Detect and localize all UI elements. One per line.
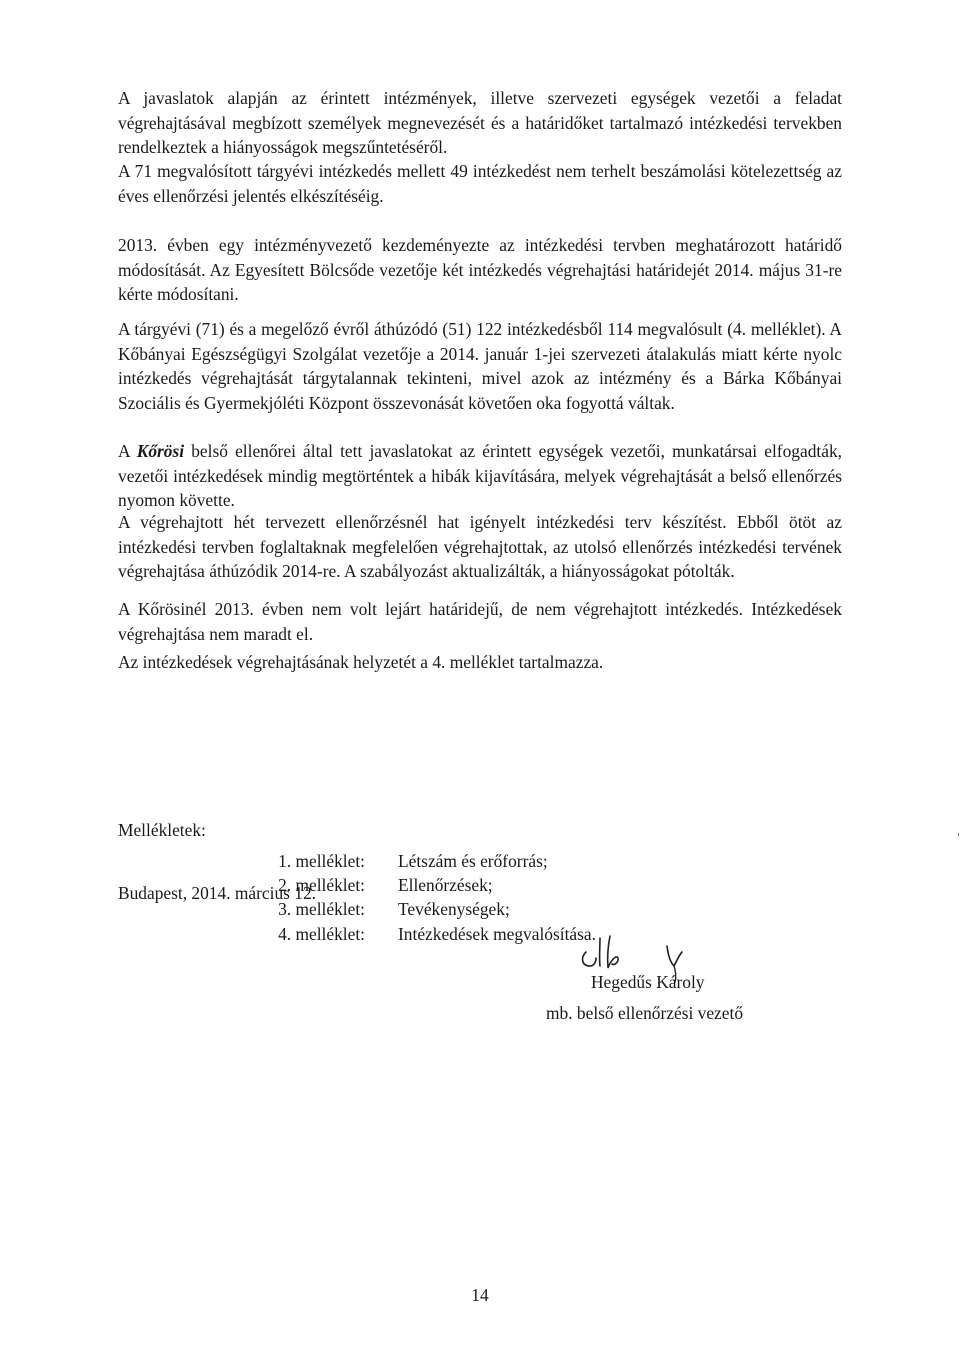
attachment-number: 1. melléklet: [278,851,365,871]
attachment-number: 3. melléklet: [278,899,365,920]
paragraph-2: A 71 megvalósított tárgyévi intézkedés mellett 49 intézkedést nem terhelt beszámolási kötelezettség az éves ellenőrzési jelentés elkészítéséig. [118,161,842,206]
attachment-description: Intézkedések megvalósítása. [398,923,596,944]
signatory-name: Hegedűs Károly [591,972,705,992]
paragraph-5 [118,439,842,513]
attachment-description: Ellenőrzések; [398,875,493,896]
paragraph-8: Az intézkedések végrehajtásának helyzetét a 4. melléklet tartalmazza. [118,652,604,672]
attachments-heading: Mellékletek: [118,820,206,840]
paragraph-5-prefix: A [118,441,137,461]
attachment-description: Tevékenységek; [398,899,510,920]
signatory-title: mb. belső ellenőrzési vezető [546,1003,744,1023]
place-and-date: Budapest, 2014. március 12. [118,883,317,903]
attachment-item [230,849,563,873]
institution-name: Kőrösi [136,441,185,461]
scan-speck [958,833,959,836]
paragraph-3: 2013. évben egy intézményvezető kezdeményezte az intézkedési tervben meghatározott határidő módosítását. Az Egyesített Bölcsőde vezetője két intézkedés végrehajtási határidejét 2014. május 31-re kérte módosítani. [118,235,842,304]
attachment-description: Létszám és erőforrás; [398,851,548,871]
paragraph-5-rest: belső ellenőrei által tett javaslatokat az érintett egységek vezetői, munkatársai elfogadták, vezetői intézkedések mindig megtörténtek a hibák kijavítására, melyek végrehajtását a belső ellenőrzés nyomon követte. [118,441,842,510]
attachment-number: 2. melléklet: [278,875,365,896]
attachment-number: 4. melléklet: [278,923,365,944]
paragraph-6: A végrehajtott hét tervezett ellenőrzésnél hat igényelt intézkedési terv készítést. Ebből ötöt az intézkedési tervben foglaltaknak megfelelően végrehajtottak, az utolsó ellenőrzés intézkedési tervének végrehajtása áthúzódik 2014-re. A szabályozást aktualizálták, a hiányosságokat pótolták. [118,512,842,581]
attachment-item [230,922,596,946]
paragraph-7: A Kőrösinél 2013. évben nem volt lejárt határidejű, de nem végrehajtott intézkedés. Intézkedések végrehajtása nem maradt el. [118,599,842,644]
paragraph-4: A tárgyévi (71) és a megelőző évről áthúzódó (51) 122 intézkedésből 114 megvalósult (4. melléklet). A Kőbányai Egészségügyi Szolgálat vezetője a 2014. január 1-jei szervezeti átalakulás miatt kérte nyolc intézkedés végrehajtását tárgytalannak tekinteni, mivel azok az intézmény és a Bárka Kőbányai Szociális és Gyermekjóléti Központ összevonását követően oka fogyottá váltak. [118,319,842,413]
paragraph-1: A javaslatok alapján az érintett intézmények, illetve szervezeti egységek vezetői a feladat végrehajtásával megbízott személyek megnevezését és a határidőket tartalmazó intézkedési tervekben rendelkeztek a hiányosságok megszűntetéséről. [118,88,842,157]
page-number: 14 [471,1285,489,1305]
